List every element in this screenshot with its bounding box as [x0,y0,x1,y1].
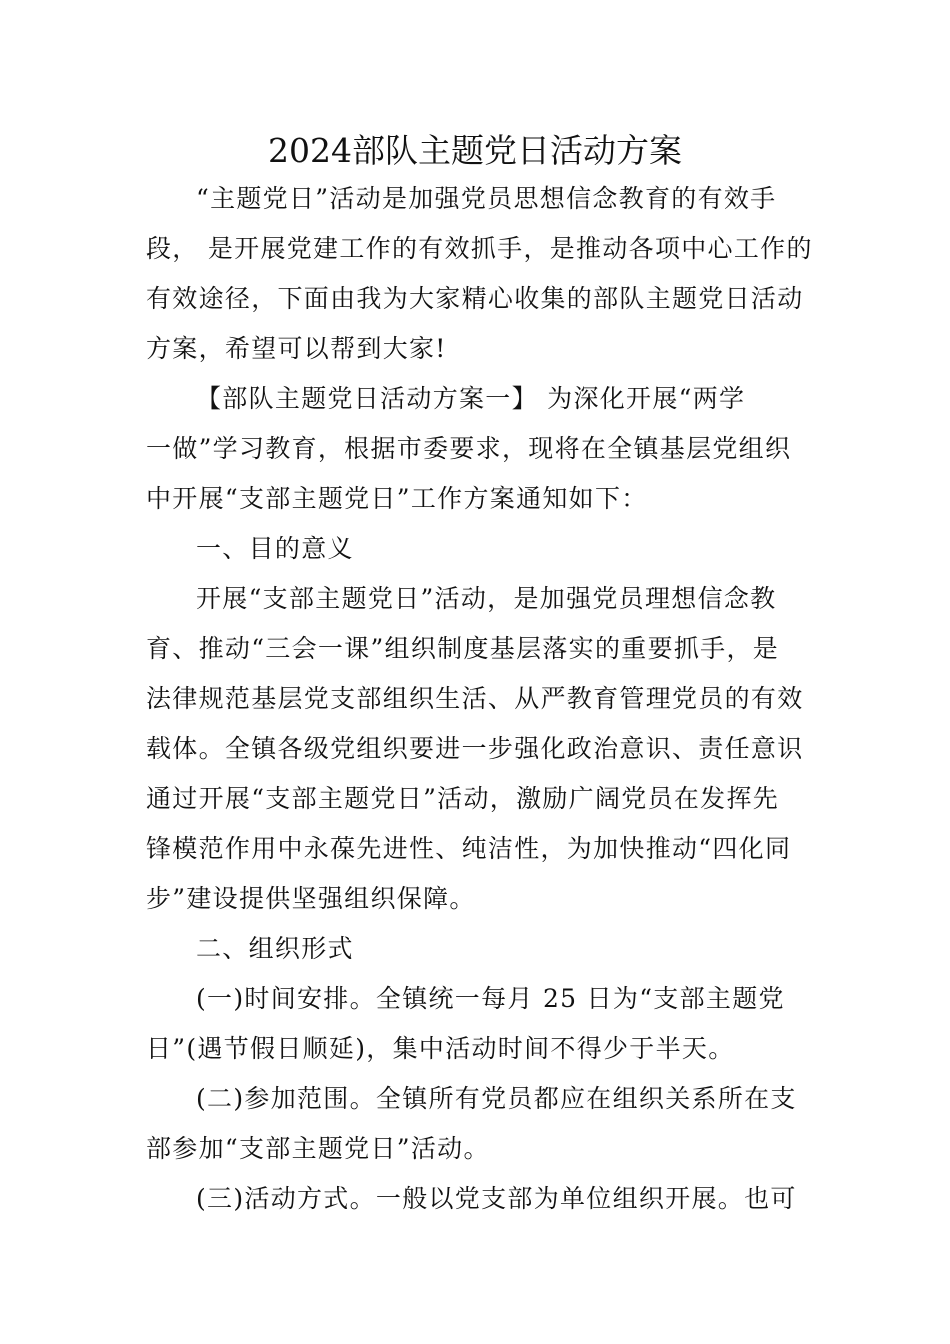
paragraph-line: 载体。全镇各级党组织要进一步强化政治意识、责任意识 [146,734,804,763]
paragraph-line: 通过开展“支部主题党日”活动，激励广阔党员在发挥先 [146,784,780,813]
document-title: 2024部队主题党日活动方案 [268,131,682,170]
paragraph-line: (一)时间安排。全镇统一每月 25 日为“支部主题党 [196,984,785,1013]
paragraph-line: 部参加“支部主题党日”活动。 [146,1134,490,1163]
paragraph-line: 开展“支部主题党日”活动，是加强党员理想信念教 [196,584,777,613]
paragraph-line: (三)活动方式。一般以党支部为单位组织开展。也可 [196,1184,797,1213]
paragraph-line: 段， 是开展党建工作的有效抓手，是推动各项中心工作的 [146,234,813,263]
paragraph-line: 法律规范基层党支部组织生活、从严教育管理党员的有效 [146,684,804,713]
paragraph-line: 【部队主题党日活动方案一】 为深化开展“两学 [196,384,746,413]
section-heading: 二、组织形式 [196,934,354,963]
paragraph-line: 一做”学习教育，根据市委要求，现将在全镇基层党组织 [146,434,792,463]
paragraph-line: 方案，希望可以帮到大家! [146,334,447,363]
section-heading: 一、目的意义 [196,534,354,563]
paragraph-line: “主题党日”活动是加强党员思想信念教育的有效手 [196,184,777,213]
paragraph-line: 锋模范作用中永葆先进性、纯洁性，为加快推动“四化同 [146,834,792,863]
paragraph-line: 中开展“支部主题党日”工作方案通知如下： [146,484,648,513]
paragraph-line: 育、推动“三会一课”组织制度基层落实的重要抓手，是 [146,634,780,663]
paragraph-line: 日”(遇节假日顺延)，集中活动时间不得少于半天。 [146,1034,735,1063]
paragraph-line: 有效途径，下面由我为大家精心收集的部队主题党日活动 [146,284,804,313]
paragraph-line: 步”建设提供坚强组织保障。 [146,884,476,913]
paragraph-line: (二)参加范围。全镇所有党员都应在组织关系所在支 [196,1084,797,1113]
